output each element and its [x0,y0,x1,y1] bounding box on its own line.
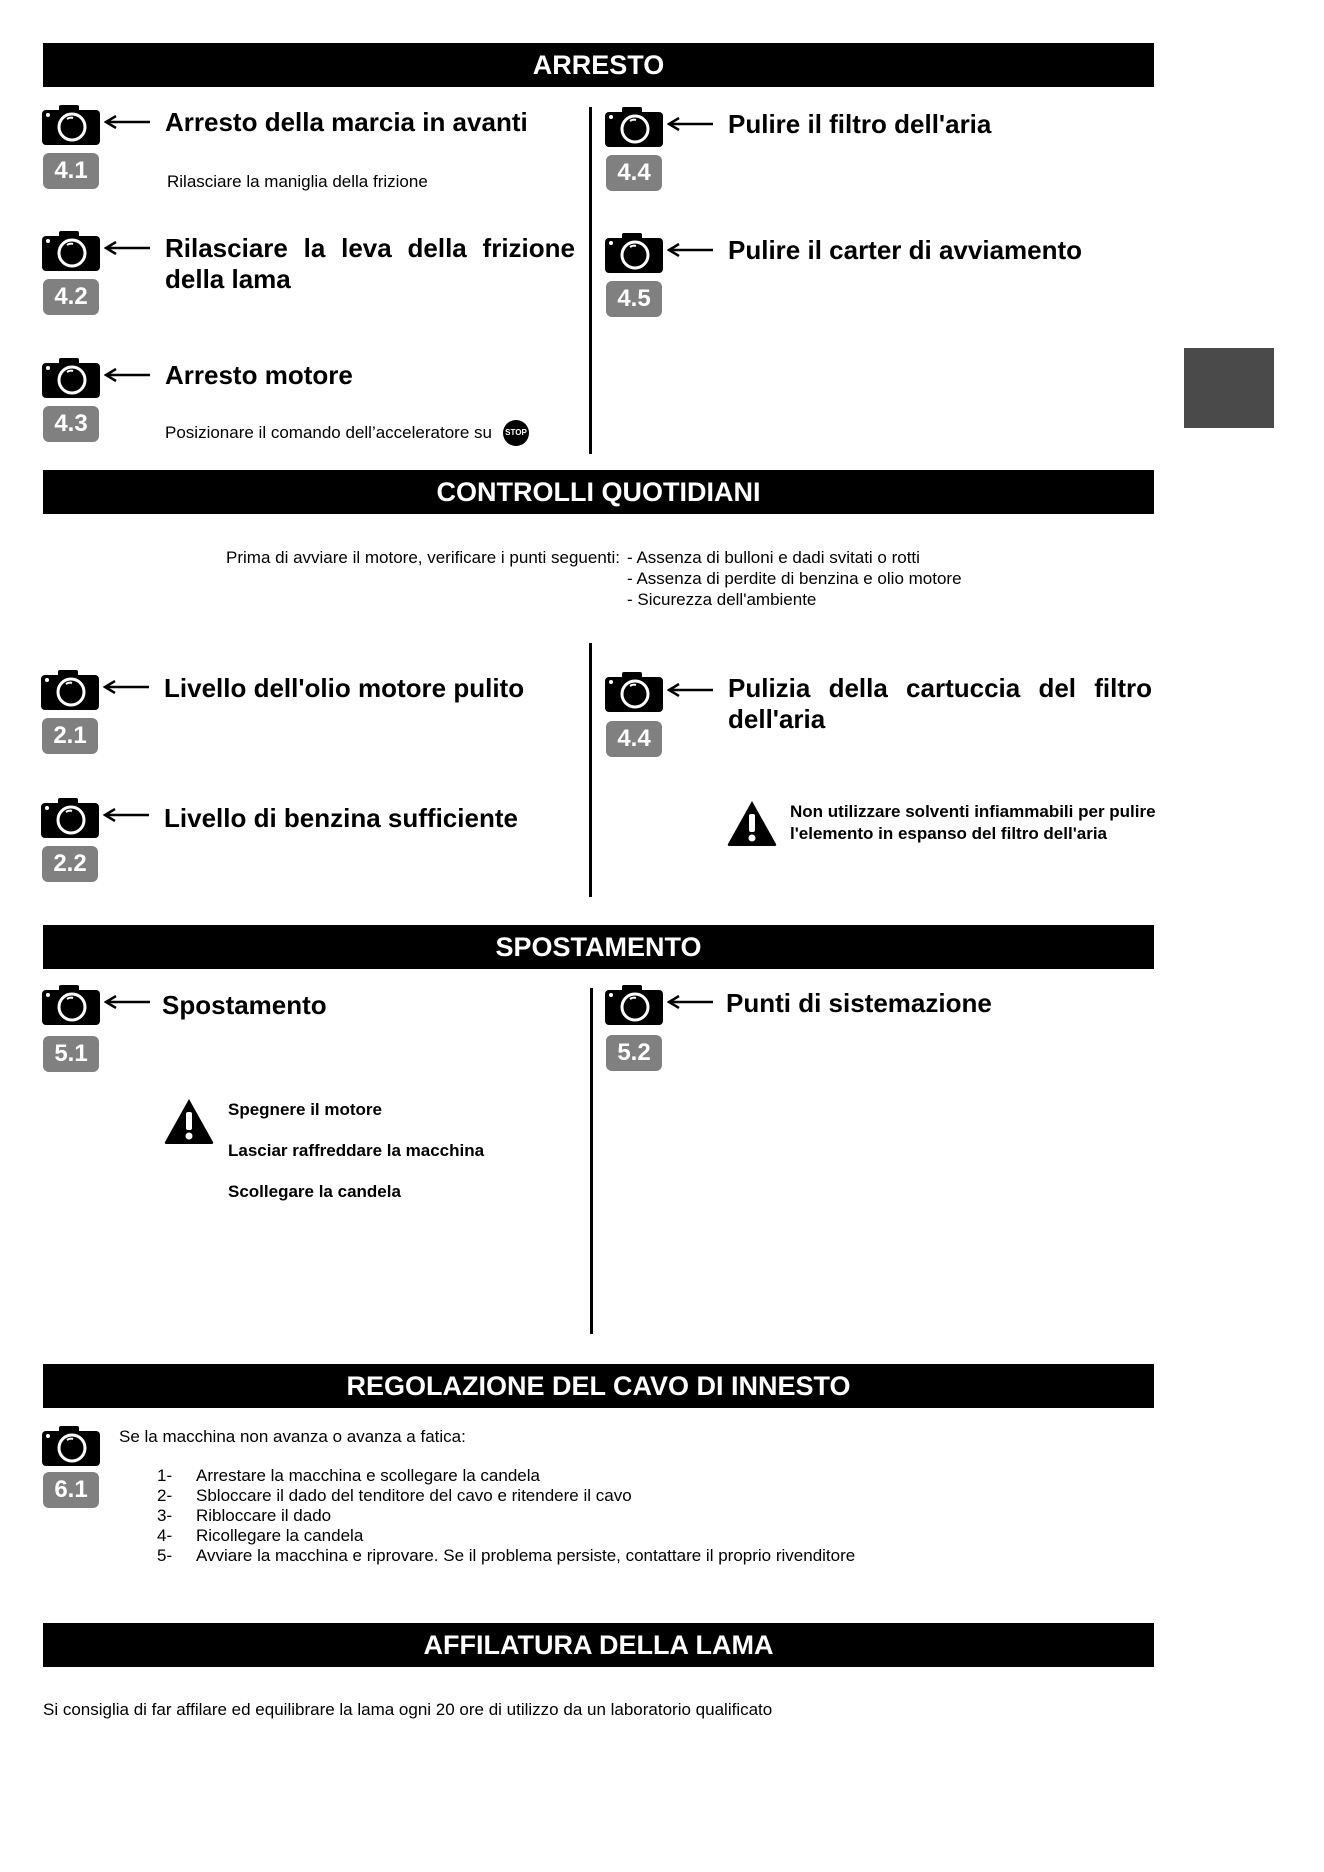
arrow-left-icon [103,680,149,694]
camera-icon [605,672,663,712]
warning-text: Non utilizzare solventi infiammabili per pulire [790,802,1156,821]
item-heading-continued: dell'aria [728,704,826,734]
item-heading: Arresto della marcia in avanti [165,107,528,137]
procedure-intro: Se la macchina non avanza o avanza a fatica: [119,1427,466,1446]
step-text: Sbloccare il dado del tenditore del cavo e ritendere il cavo [196,1486,632,1505]
column-divider [589,643,592,897]
section-bar-affilatura: AFFILATURA DELLA LAMA [43,1623,1154,1667]
warning-text: Scollegare la candela [228,1182,401,1201]
figure-badge: 4.5 [606,281,662,317]
arrow-left-icon [104,368,150,382]
step-text: Ricollegare la candela [196,1526,364,1545]
stop-icon: STOP [503,420,529,446]
camera-icon [605,107,663,147]
warning-text: Lasciar raffreddare la macchina [228,1141,485,1160]
figure-badge: 2.1 [42,718,98,754]
figure-badge: 4.2 [43,279,99,315]
step-number: 3- [157,1506,173,1525]
item-heading: Livello di benzina sufficiente [164,803,518,833]
camera-icon [42,231,100,271]
column-divider [589,107,592,454]
item-heading: Pulizia della cartuccia del filtro [728,673,1152,703]
camera-icon [42,1426,100,1466]
step-number: 5- [157,1546,173,1565]
chapter-tab [1184,348,1274,428]
item-heading: Livello dell'olio motore pulito [164,673,525,703]
section-text: Si consiglia di far affilare ed equilibrare la lama ogni 20 ore di utilizzo da un laboratorio qualificato [43,1700,773,1719]
step-number: 4- [157,1526,173,1545]
figure-badge: 2.2 [42,846,98,882]
arrow-left-icon [667,683,713,697]
section-bar-regolazione: REGOLAZIONE DEL CAVO DI INNESTO [43,1364,1154,1408]
camera-icon [605,985,663,1025]
step-text: Ribloccare il dado [196,1506,332,1525]
figure-badge: 4.4 [606,721,662,757]
step-text: Arrestare la macchina e scollegare la candela [196,1466,540,1485]
figure-badge: 4.1 [43,153,99,189]
arrow-left-icon [103,808,149,822]
check-item: - Sicurezza dell'ambiente [627,590,817,609]
section-bar-controlli-quotidiani: CONTROLLI QUOTIDIANI [43,470,1154,514]
item-text: Rilasciare la maniglia della frizione [167,172,428,191]
column-divider [590,988,593,1334]
item-text: Posizionare il comando dell’acceleratore su [165,423,492,442]
item-heading: Arresto motore [165,360,353,390]
arrow-left-icon [104,115,150,129]
item-heading: Pulire il filtro dell'aria [728,109,992,139]
figure-badge: 5.1 [43,1036,99,1072]
section-bar-spostamento: SPOSTAMENTO [43,925,1154,969]
item-heading: Punti di sistemazione [726,988,992,1018]
camera-icon [42,358,100,398]
arrow-left-icon [667,995,713,1009]
camera-icon [41,670,99,710]
figure-badge: 4.3 [43,406,99,442]
step-text: Avviare la macchina e riprovare. Se il problema persiste, contattare il proprio rivenditore [196,1546,856,1565]
arrow-left-icon [104,995,150,1009]
arrow-left-icon [667,243,713,257]
camera-icon [42,105,100,145]
checks-intro: Prima di avviare il motore, verificare i punti seguenti: [226,548,620,567]
warning-text: l'elemento in espanso del filtro dell'aria [790,824,1107,843]
check-item: - Assenza di bulloni e dadi svitati o rotti [627,548,920,567]
warning-text: Spegnere il motore [228,1100,382,1119]
warning-icon [163,1097,215,1145]
arrow-left-icon [104,241,150,255]
step-number: 1- [157,1466,173,1485]
camera-icon [42,985,100,1025]
check-item: - Assenza di perdite di benzina e olio motore [627,569,962,588]
warning-icon [726,799,778,847]
item-heading: Rilasciare la leva della frizione [165,233,575,263]
item-heading: Pulire il carter di avviamento [728,235,1083,265]
figure-badge: 5.2 [606,1035,662,1071]
item-heading-continued: della lama [165,264,291,294]
step-number: 2- [157,1486,173,1505]
figure-badge: 4.4 [606,155,662,191]
camera-icon [605,233,663,273]
item-heading: Spostamento [162,990,327,1020]
section-bar-arresto: ARRESTO [43,43,1154,87]
camera-icon [41,798,99,838]
figure-badge: 6.1 [43,1472,99,1508]
arrow-left-icon [667,117,713,131]
